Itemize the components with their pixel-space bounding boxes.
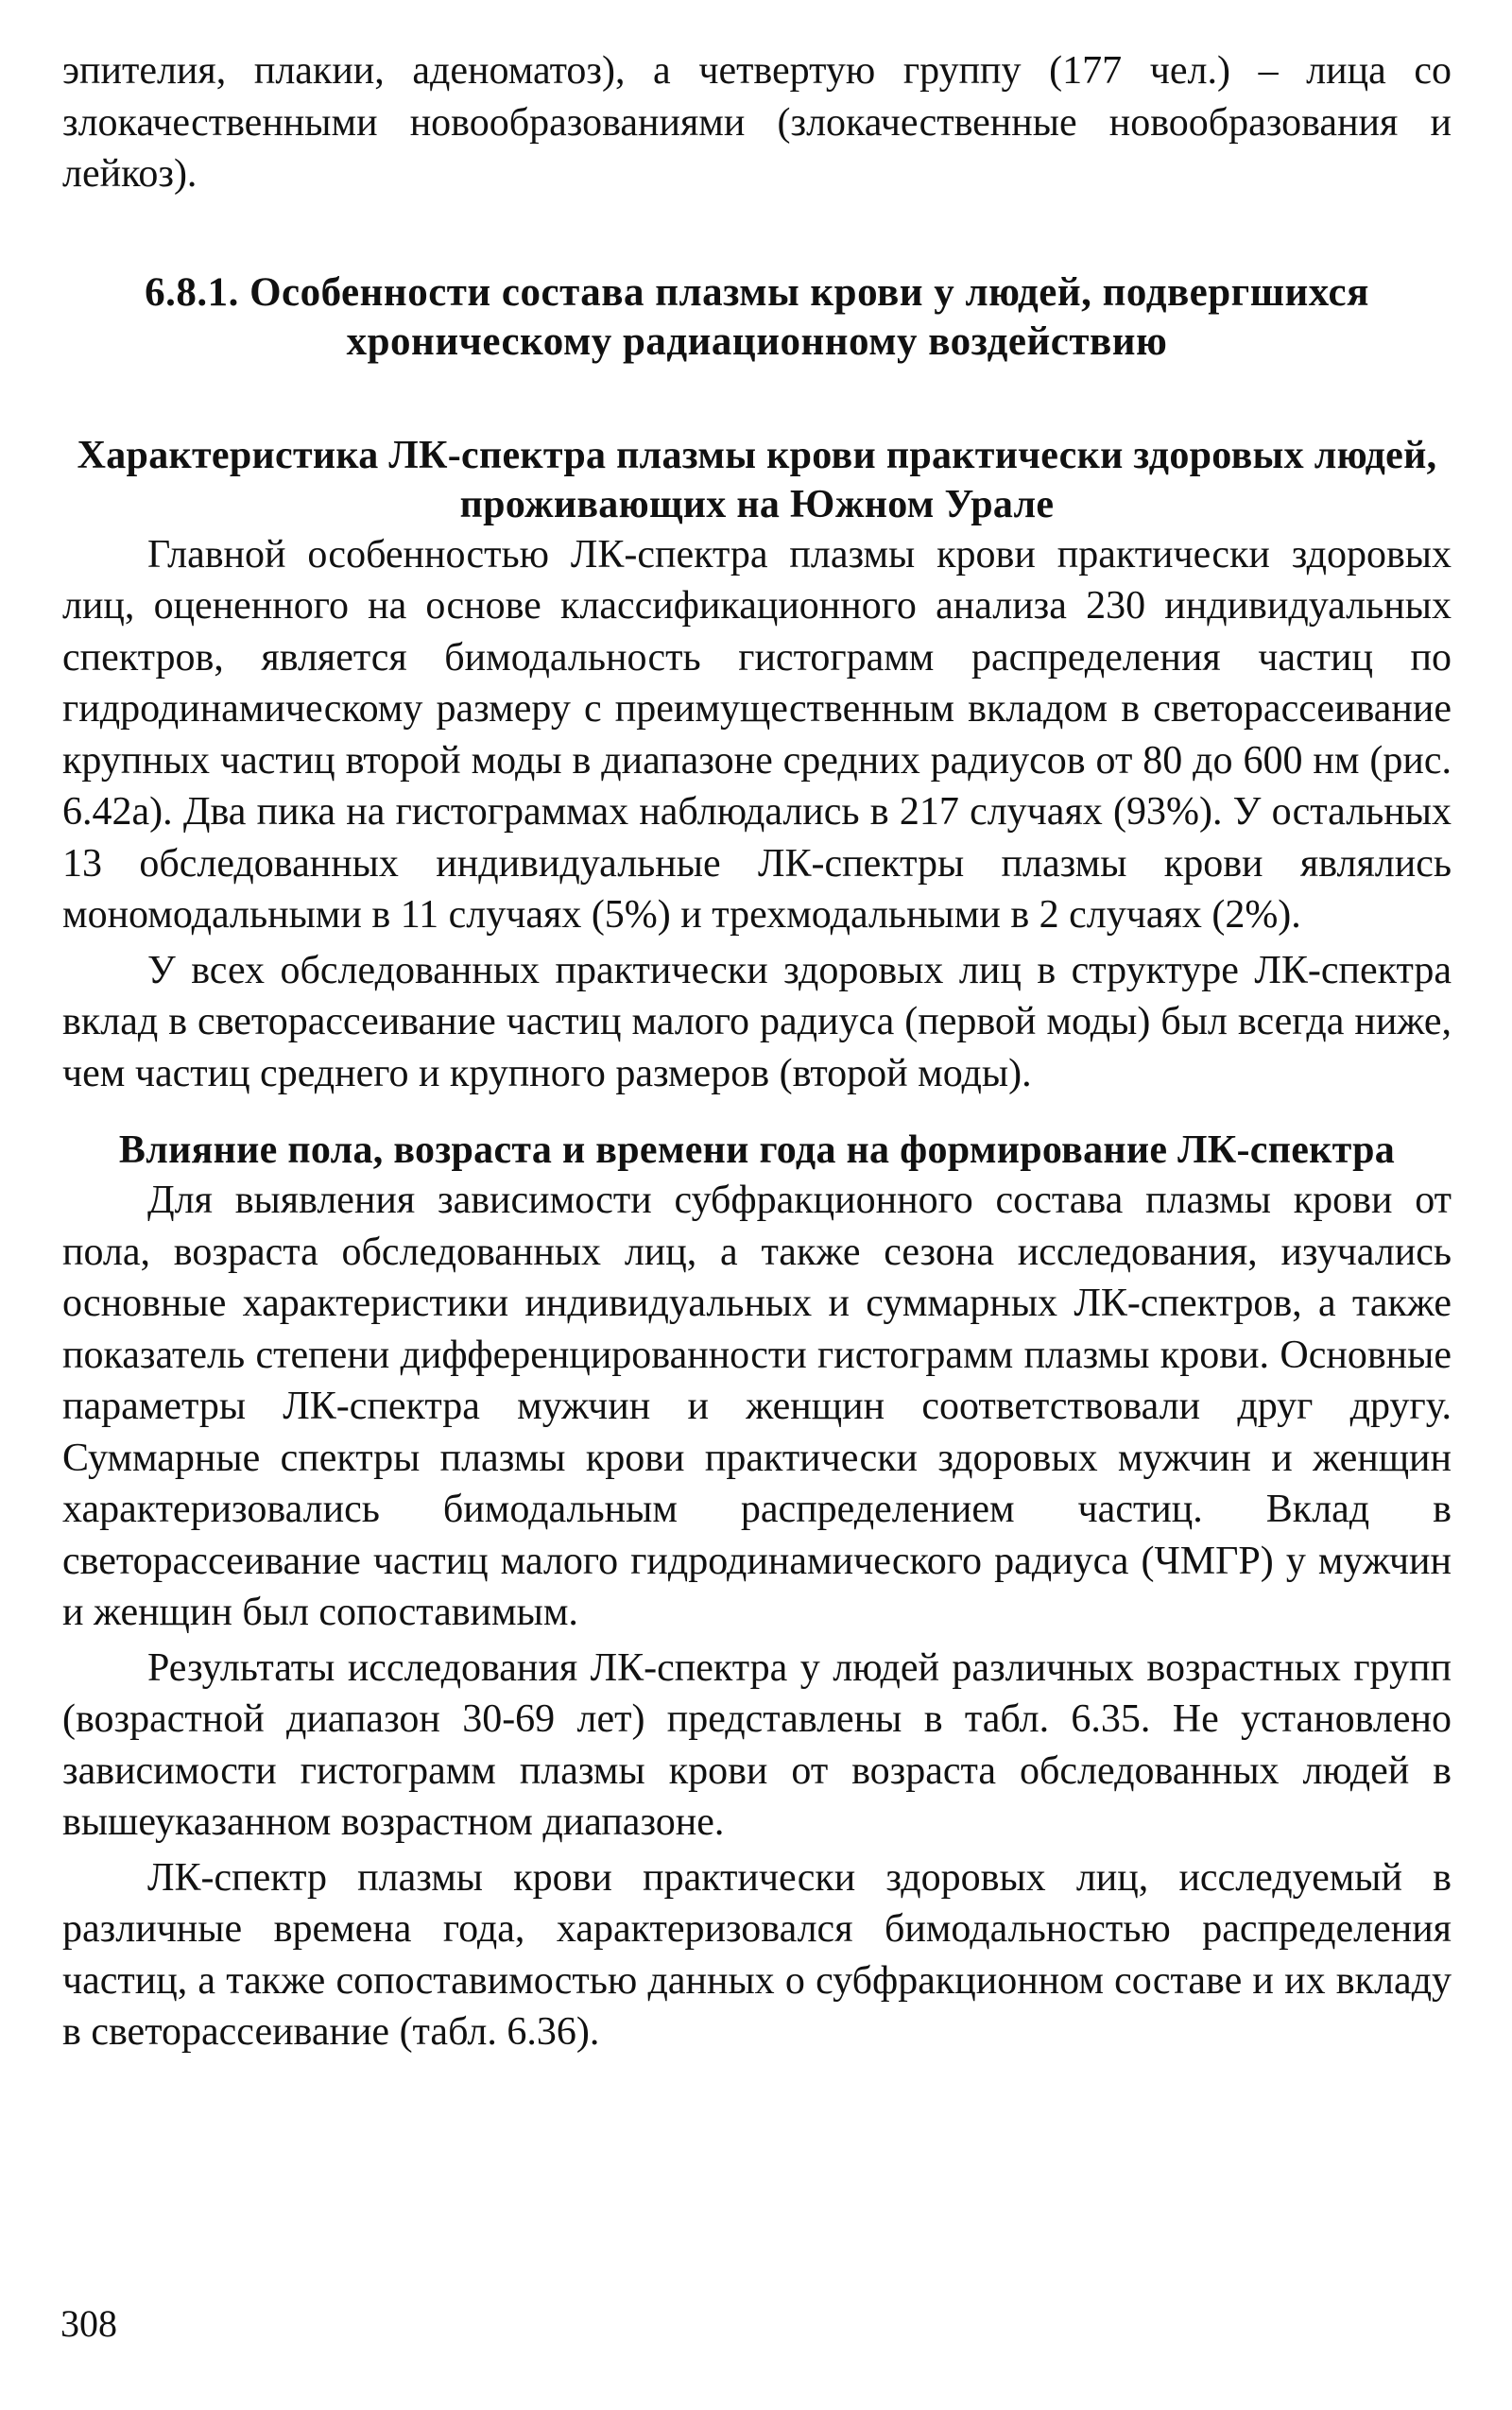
page-number: 308: [60, 2302, 117, 2345]
page-content: [62, 45, 1452, 2058]
subsection-2-paragraph-3: ЛК-спектр плазмы крови практически здоровых лиц, исследуемый в различные времена года, характеризовался бимодальностью распределения частиц, а также сопоставимостью данных о субфракционном составе и их вкладу в светорассеивание (табл. 6.36).: [62, 1855, 1452, 2054]
subsection-2-heading: Влияние пола, возраста и времени года на формирование ЛК-спектра: [118, 1128, 1396, 1172]
subsection-1-paragraph-1: Главной особенностью ЛК-спектра плазмы крови практически здоровых лиц, оцененного на основе классификационного анализа 230 индивидуальных спектров, является бимодальность гистограмм распределения частиц по гидродинамическому размеру с преимущественным вкладом в светорассеивание крупных частиц второй моды в диапазоне средних радиусов от 80 до 600 нм (рис. 6.42а). Два пика на гистограммах наблюдались в 217 случаях (93%). У остальных 13 обследованных индивидуальные ЛК-спектры плазмы крови являлись мономодальными в 11 случаях (5%) и трехмодальными в 2 случаях (2%).: [62, 532, 1452, 937]
subsection-2-paragraph-2: Результаты исследования ЛК-спектра у людей различных возрастных групп (возрастной диапазон 30-69 лет) представлены в табл. 6.35. Не установлено зависимости гистограмм плазмы крови от возраста обследованных людей в вышеуказанном возрастном диапазоне.: [62, 1645, 1452, 1844]
subsection-1-heading: Характеристика ЛК-спектра плазмы крови практически здоровых людей, проживающих на Южном Урале: [77, 433, 1437, 526]
intro-paragraph: эпителия, плакии, аденоматоз), а четвертую группу (177 чел.) – лица со злокачественными новообразованиями (злокачественные новообразования и лейкоз).: [62, 49, 1452, 196]
subsection-2-paragraph-1: Для выявления зависимости субфракционного состава плазмы крови от пола, возраста обследованных лиц, а также сезона исследования, изучались основные характеристики индивидуальных и суммарных ЛК-спектров, а также показатель степени дифференцированности гистограмм плазмы крови. Основные параметры ЛК-спектра мужчин и женщин соответствовали друг другу. Суммарные спектры плазмы крови практически здоровых мужчин и женщин характеризовались бимодальным распределением частиц. Вклад в светорассеивание частиц малого гидродинамического радиуса (ЧМГР) у мужчин и женщин был сопоставимым.: [62, 1179, 1452, 1634]
subsection-1-paragraph-2: У всех обследованных практически здоровых лиц в структуре ЛК-спектра вклад в светорассеивание частиц малого радиуса (первой моды) был всегда ниже, чем частиц среднего и крупного размеров (второй моды).: [62, 948, 1452, 1095]
section-title: 6.8.1. Особенности состава плазмы крови у людей, подвергшихся хроническому радиационному воздействию: [145, 269, 1369, 364]
